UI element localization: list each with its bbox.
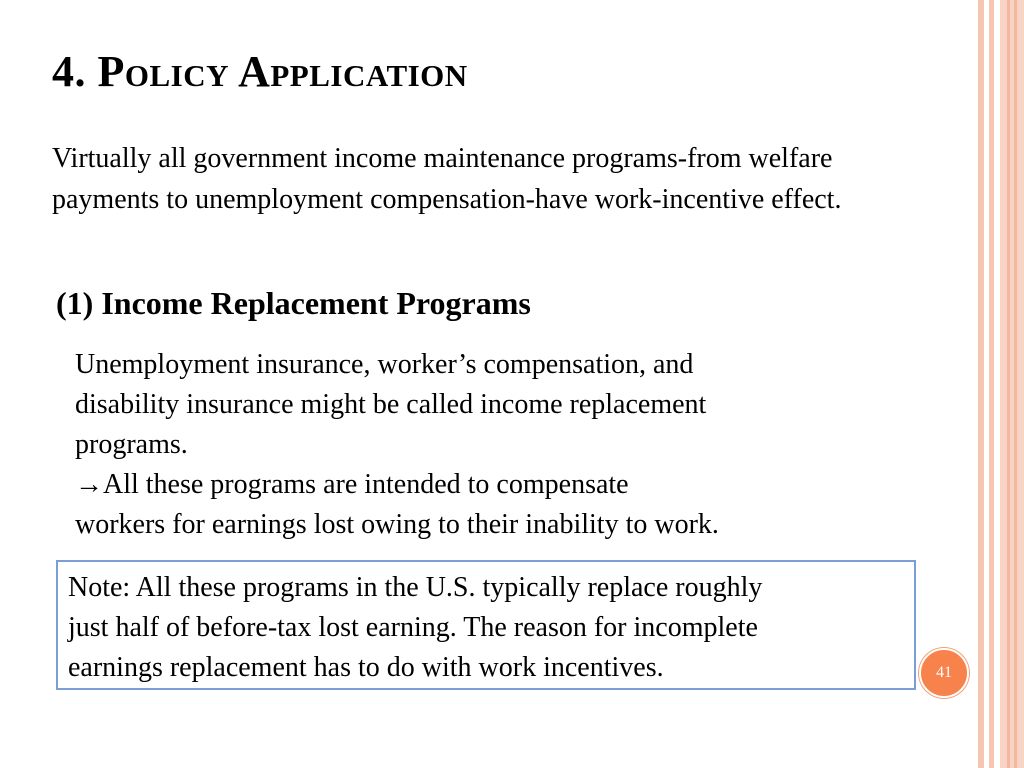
decorative-stripe (978, 0, 984, 768)
body-paragraph (75, 345, 935, 545)
body-line: disability insurance might be called income replacement (75, 389, 707, 420)
body-line: programs. (75, 429, 188, 460)
note-box (56, 560, 916, 690)
slide-title: 4. Policy Application (52, 47, 468, 96)
body-line: workers for earnings lost owing to their inability to work. (75, 509, 719, 540)
note-line: earnings replacement has to do with work incentives. (68, 652, 664, 683)
decorative-stripe (989, 0, 994, 768)
intro-paragraph: Virtually all government income maintenance programs-from welfare payments to unemployment compensation-have work-incentive effect. (52, 143, 842, 215)
section-heading: (1) Income Replacement Programs (56, 285, 531, 321)
body-line: Unemployment insurance, worker’s compensation, and (75, 349, 694, 380)
decorative-stripe (1007, 0, 1010, 768)
page-number-badge: 41 (919, 648, 969, 698)
body-line: →All these programs are intended to compensate (75, 469, 629, 500)
decorative-stripe (1014, 0, 1017, 768)
decorative-stripe (1000, 0, 1024, 768)
note-line: Note: All these programs in the U.S. typically replace roughly (68, 572, 763, 603)
note-line: just half of before-tax lost earning. The reason for incomplete (68, 612, 758, 643)
